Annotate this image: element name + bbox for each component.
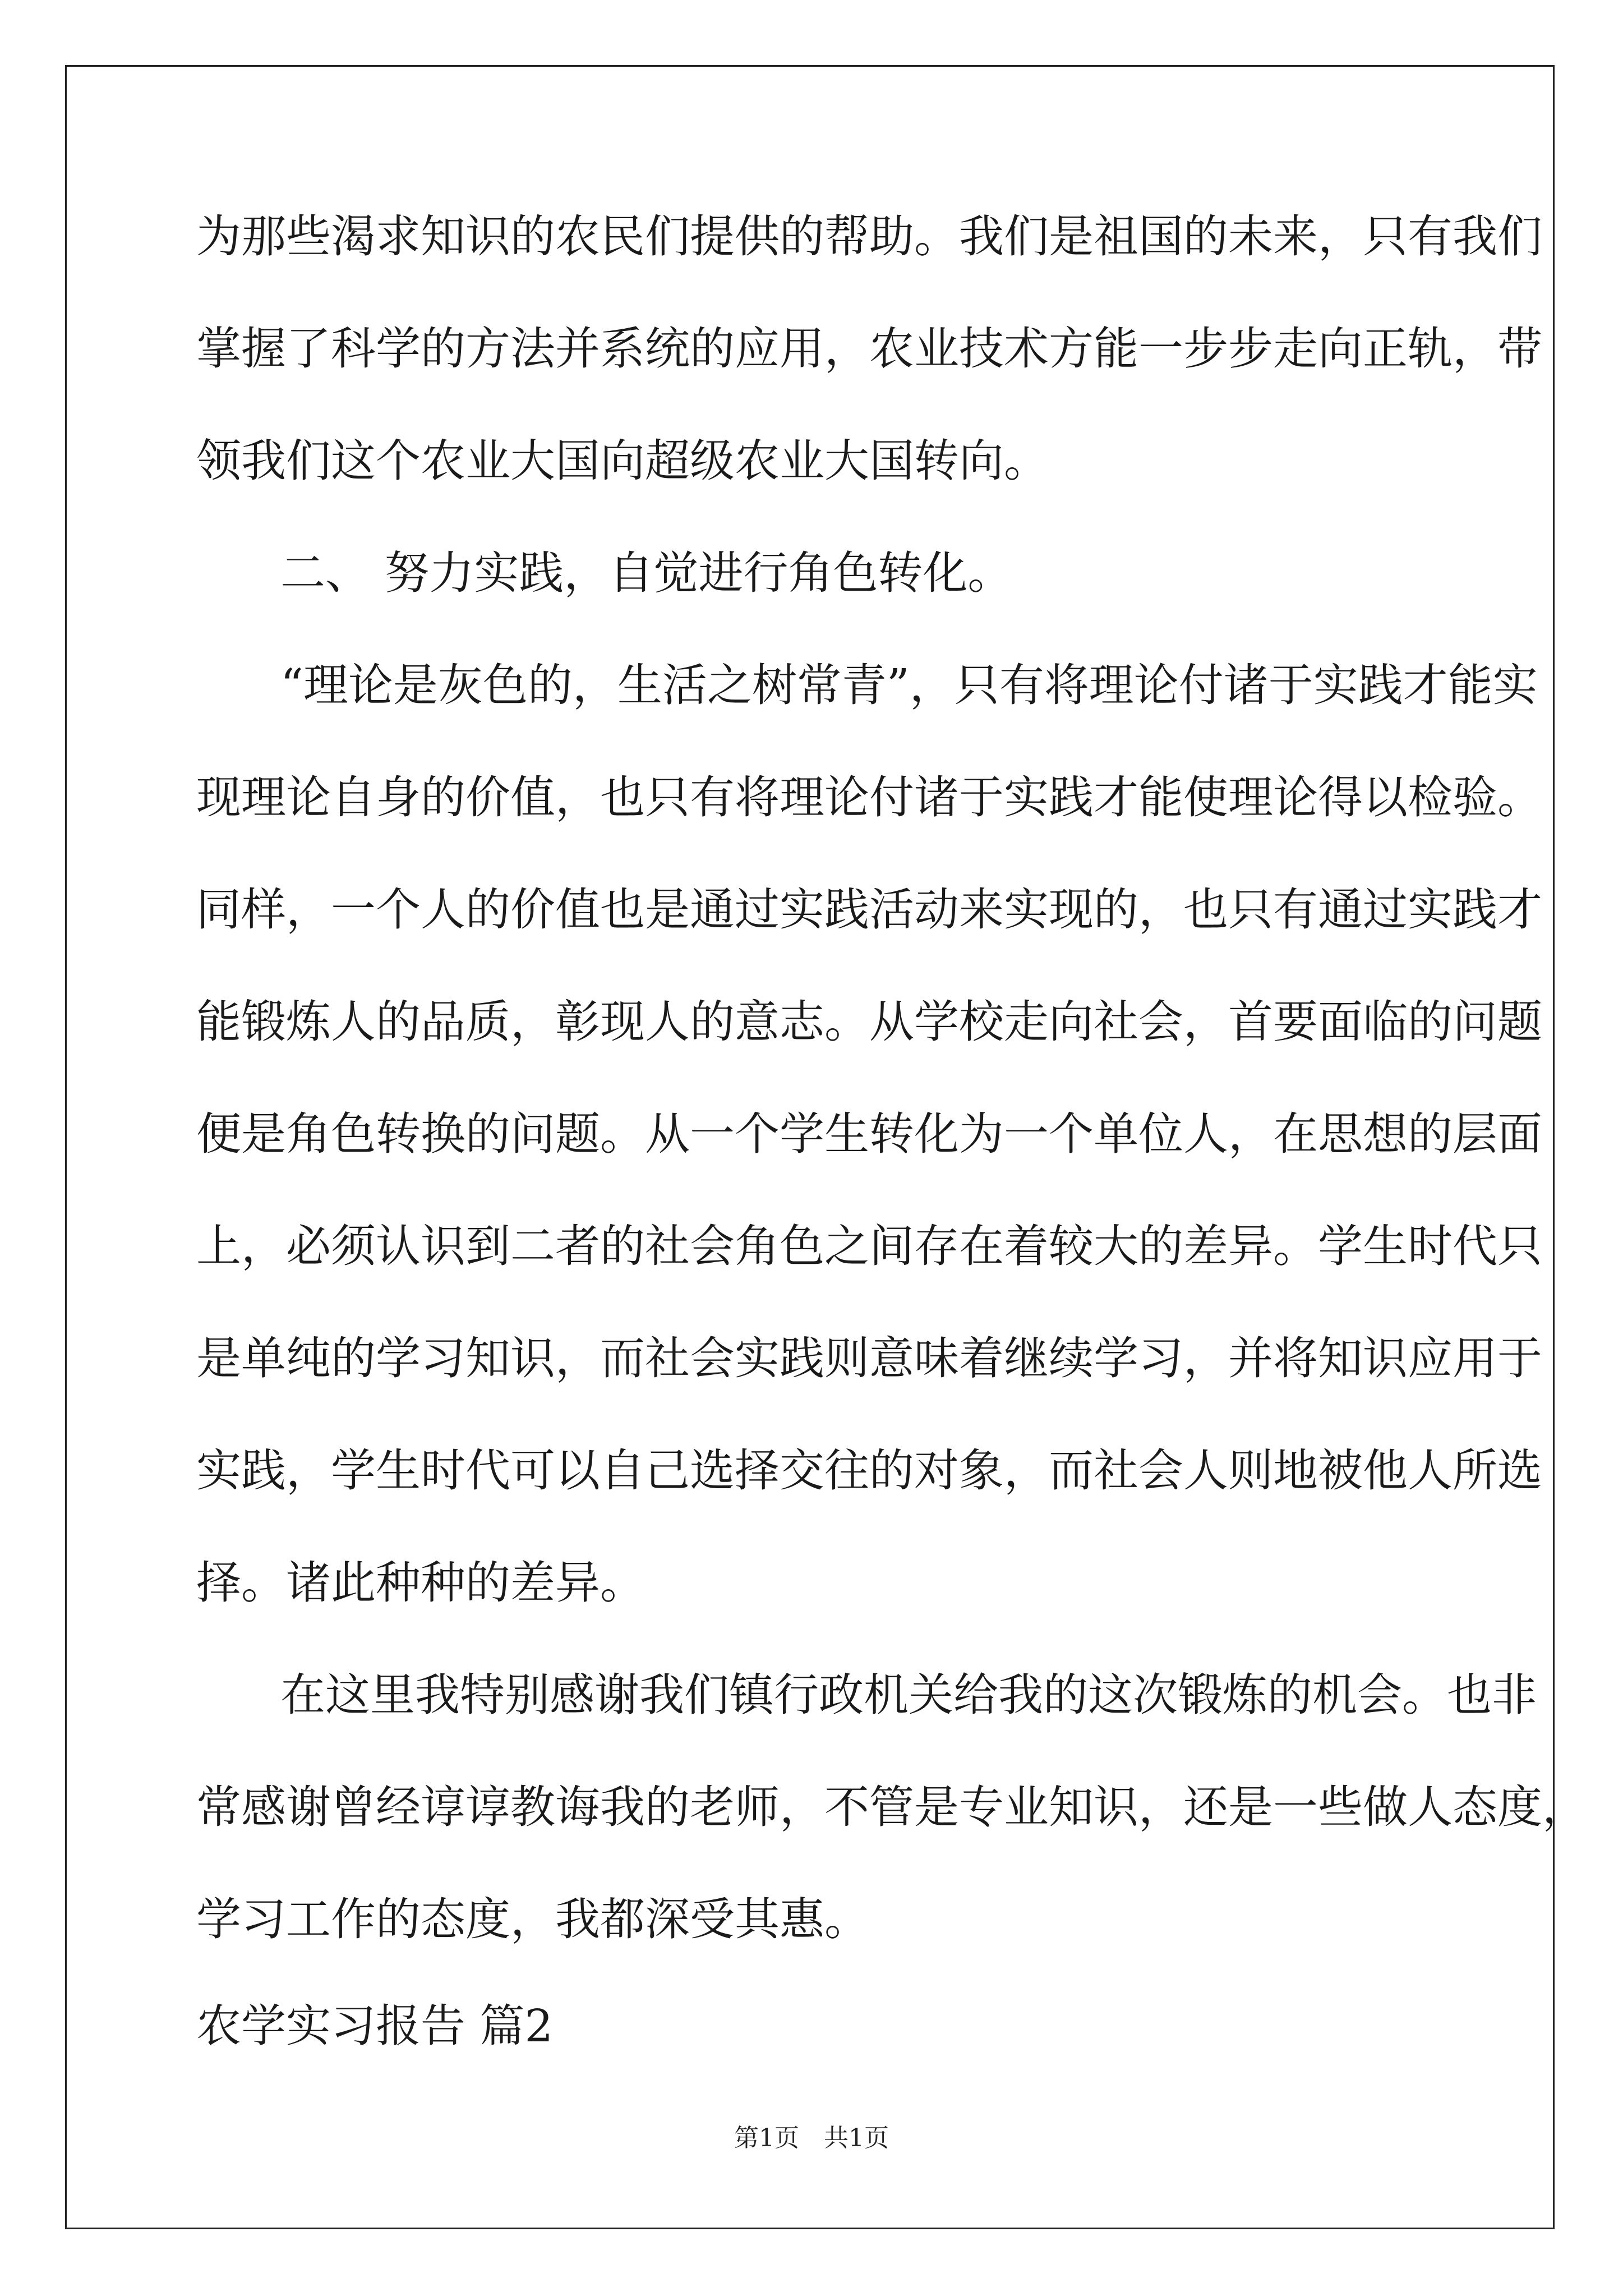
paragraph-2-line-4: 能锻炼人的品质，彰现人的意志。从学校走向社会，首要面临的问题 [196,996,1542,1048]
paragraph-2-line-5: 便是角色转换的问题。从一个学生转化为一个单位人，在思想的层面 [196,1108,1542,1160]
paragraph-3-line-1: 在这里我特别感谢我们镇行政机关给我的这次锻炼的机会。也非 [280,1669,1537,1721]
section-heading: 二、 努力实践，自觉进行角色转化。 [280,547,1013,599]
paragraph-2-line-7: 是单纯的学习知识，而社会实践则意味着继续学习，并将知识应用于 [196,1332,1542,1384]
paragraph-2-line-6: 上，必须认识到二者的社会角色之间存在着较大的差异。学生时代只 [196,1220,1542,1272]
paragraph-2-line-9: 择。诸此种种的差异。 [196,1557,645,1609]
paragraph-2-line-8: 实践，学生时代可以自己选择交往的对象，而社会人则地被他人所选 [196,1444,1542,1497]
page-footer: 第1页 共1页 [734,2124,889,2152]
next-section-title: 农学实习报告 篇2 [196,2000,554,2052]
paragraph-3-line-2: 常感谢曾经谆谆教诲我的老师，不管是专业知识，还是一些做人态度， [196,1781,1587,1833]
paragraph-2-line-1: “理论是灰色的，生活之树常青”，只有将理论付诸于实践才能实 [280,659,1538,711]
paragraph-1-line-2: 掌握了科学的方法并系统的应用，农业技术方能一步步走向正轨，带 [196,323,1542,375]
paragraph-1-line-3: 领我们这个农业大国向超级农业大国转向。 [196,435,1049,487]
paragraph-2-line-2: 现理论自身的价值，也只有将理论付诸于实践才能使理论得以检验。 [196,771,1542,823]
paragraph-2-line-3: 同样，一个人的价值也是通过实践活动来实现的，也只有通过实践才 [196,884,1542,936]
paragraph-1-line-1: 为那些渴求知识的农民们提供的帮助。我们是祖国的未来，只有我们 [196,210,1542,263]
paragraph-3-line-3: 学习工作的态度，我都深受其惠。 [196,1893,869,1945]
